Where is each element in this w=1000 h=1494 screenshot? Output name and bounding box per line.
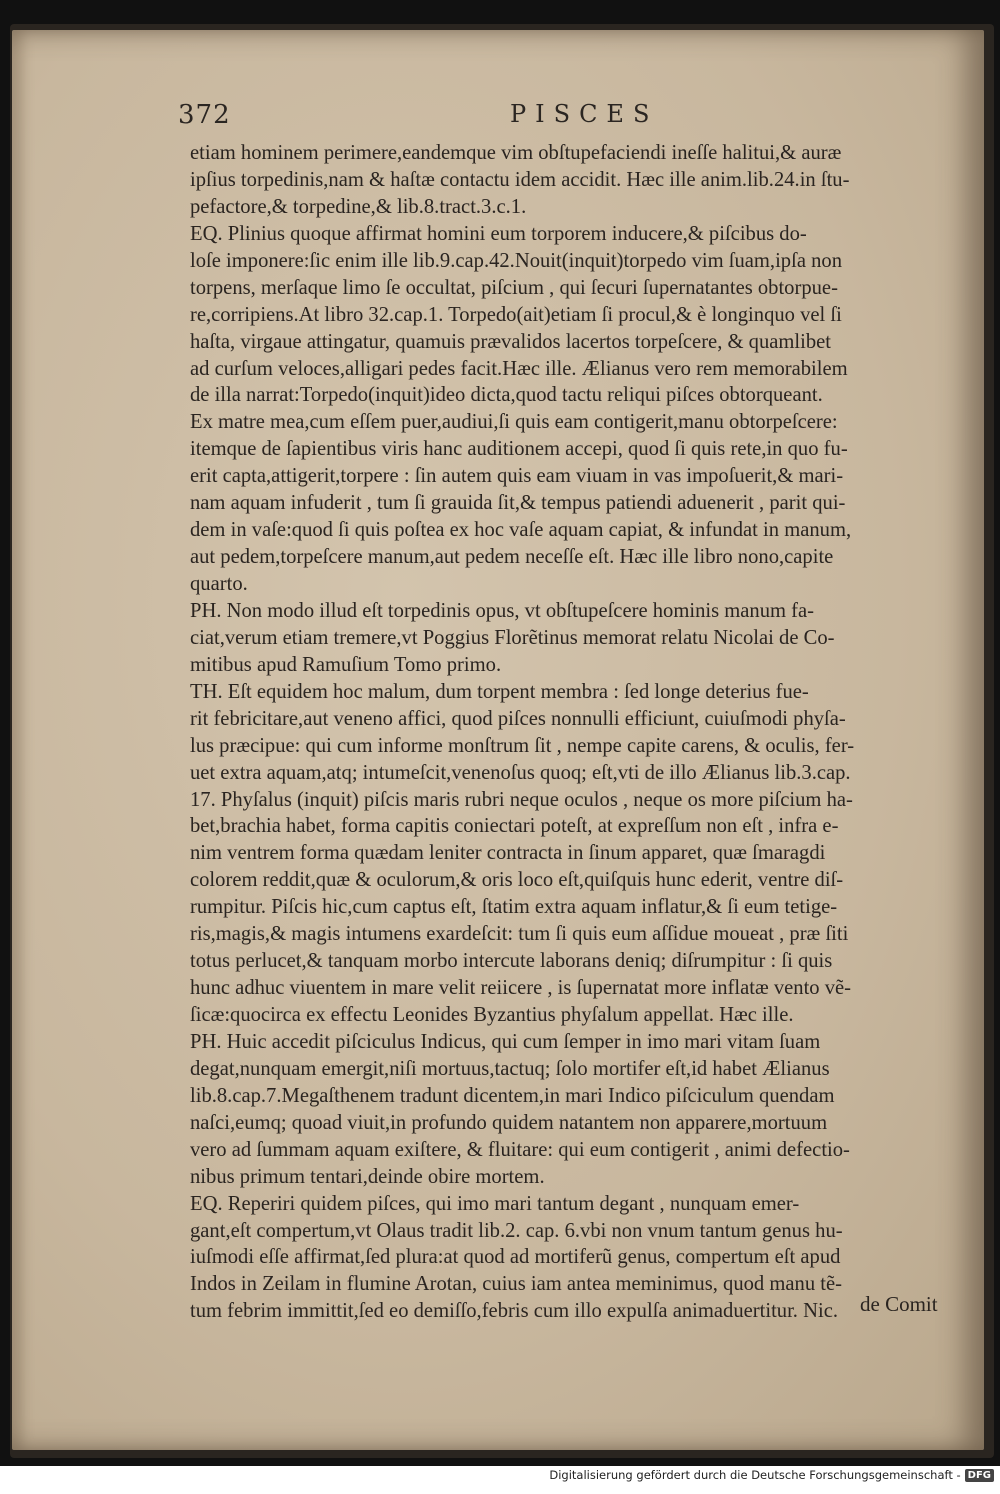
text-line: pefactore,& torpedine,& lib.8.tract.3.c.1. [190,195,527,218]
text-line: quarto. [190,573,248,595]
text-line: ſicæ:quocirca ex effectu Leonides Byzantius phyſalum appellat. Hæc ille. [190,1004,794,1026]
text-line: dem in vaſe:quod ſi quis poſtea ex hoc vaſe aquam capiat, & infundat in manum, [190,519,852,542]
text-line: nim ventrem forma quædam leniter contracta in ſinum apparet, quæ ſmaragdi [190,842,826,865]
text-line: erit capta,attigerit,torpere : ſin autem quis eam viuam in vas impoſuerit,& mari- [190,465,844,488]
text-line: Ex matre mea,cum eſſem puer,audiui,ſi quis eam contigerit,manu obtorpeſcere: [190,411,838,434]
text-line: rit febricitare,aut veneno affici, quod piſces nonnulli efficiunt, cuiuſmodi phyſa- [190,707,846,730]
text-line: PH. Non modo illud eſt torpedinis opus, vt obſtupeſcere hominis manum fa- [190,599,815,622]
text-line: naſci,eumq; quoad viuit,in profundo quidem natantem non apparere,mortuum [190,1111,828,1134]
text-line: totus perlucet,& tanquam morbo intercute laborans deniq; diſrumpitur : ſi quis [190,950,833,973]
digitization-footer [549,1468,994,1482]
text-line: gant,eſt compertum,vt Olaus tradit lib.2. cap. 6.vbi non vnum tantum genus hu- [190,1219,843,1242]
text-line: re,corripiens.At libro 32.cap.1. Torpedo(ait)etiam ſi procul,& è longinquo vel ſi [190,303,842,326]
footer-credit: Digitalisierung gefördert durch die Deutsche Forschungsgemeinschaft - [549,1468,961,1482]
text-line: degat,nunquam emergit,niſi mortuus,tactuq; ſolo mortifer eſt,id habet Ælianus [190,1057,830,1080]
text-line: loſe imponere:ſic enim ille lib.9.cap.42.Nouit(inquit)torpedo vim ſuam,ipſa non [190,249,843,272]
text-line: nam aquam infuderit , tum ſi grauida ſit,& tempus patiendi aduenerit , parit qui- [190,492,846,515]
text-line: EQ. Plinius quoque affirmat homini eum torporem inducere,& piſcibus do- [190,222,807,245]
text-line: 17. Phyſalus (inquit) piſcis maris rubri neque oculos , neque os more piſcium ha- [190,788,853,811]
text-line: aut pedem,torpeſcere manum,aut pedem neceſſe eſt. Hæc ille libro nono,capite [190,546,834,569]
body-text [190,140,968,1325]
text-line: ris,magis,& magis intumens exardeſcit: tum ſi quis eum aſſidue moueat , præ ſiti [190,923,849,946]
text-line: TH. Eſt equidem hoc malum, dum torpent membra : ſed longe deterius fue- [190,680,809,703]
text-line: itemque de ſapientibus viris hanc auditionem accepi, quod ſi quis rete,in quo fu- [190,438,848,461]
text-line: uet extra aquam,atq; intumeſcit,venenoſus quoq; eſt,vti de illo Ælianus lib.3.cap. [190,761,851,784]
text-line: hunc adhuc viuentem in mare velit reiicere , is ſupernatat more inflatæ vento vẽ- [190,977,852,1000]
text-line: mitibus apud Ramuſium Tomo primo. [190,653,502,676]
running-head: PISCES [510,100,659,128]
dfg-logo: DFG [965,1469,994,1482]
catchword: de Comit [860,1292,938,1316]
text-line: ipſius torpedinis,nam & haſtæ contactu idem accidit. Hæc ille anim.lib.24.in ſtu- [190,168,850,191]
text-line: EQ. Reperiri quidem piſces, qui imo mari tantum degant , nunquam emer- [190,1192,800,1215]
text-line: haſta, virgaue attingatur, quamuis prævalidos lacertos torpeſcere, & quamlibet [190,330,832,353]
text-line: PH. Huic accedit piſciculus Indicus, qui cum ſemper in imo mari vitam ſuam [190,1030,821,1053]
text-line: iuſmodi eſſe affirmat,ſed plura:at quod ad mortiferũ genus, compertum eſt apud [190,1246,841,1269]
text-line: tum febrim immittit,ſed eo demiſſo,febris cum illo expulſa animaduertitur. Nic. [190,1300,838,1323]
text-line: lus præcipue: qui cum informe monſtrum ſit , nempe capite carens, & oculis, fer- [190,734,855,757]
text-line: nibus primum tentari,deinde obire mortem. [190,1165,545,1188]
text-line: ciat,verum etiam tremere,vt Poggius Florẽtinus memorat relatu Nicolai de Co- [190,626,835,649]
text-line: torpens, merſaque limo ſe occultat, piſcium , qui ſecuri ſupernatantes obtorpue- [190,276,838,299]
text-line: colorem reddit,quæ & oculorum,& oris loco eſt,quiſquis hunc ederit, ventre diſ- [190,869,844,892]
text-line: lib.8.cap.7.Megaſthenem tradunt dicentem,in mari Indico piſciculum quendam [190,1084,835,1107]
text-line: rumpitur. Piſcis hic,cum captus eſt, ſtatim extra aquam inflatur,& ſi eum tetige- [190,896,838,919]
text-line: vero ad ſummam aquam exiſtere, & fluitare: qui eum contigerit , animi defectio- [190,1138,850,1161]
text-line: etiam hominem perimere,eandemque vim obſtupefaciendi ineſſe halitui,& auræ [190,142,842,164]
text-line: ad curſum veloces,alligari pedes facit.Hæc ille. Ælianus vero rem memorabilem [190,357,848,380]
text-line: bet,brachia habet, forma capitis coniectari poteſt, at expreſſum non eſt , infra e- [190,815,839,838]
text-line: Indos in Zeilam in flumine Arotan, cuius iam antea meminimus, quod manu tẽ- [190,1273,843,1296]
text-line: de illa narrat:Torpedo(inquit)ideo dicta,quod tactu reliqui piſces obtorqueant. [190,384,823,407]
page-number: 372 [178,100,231,130]
